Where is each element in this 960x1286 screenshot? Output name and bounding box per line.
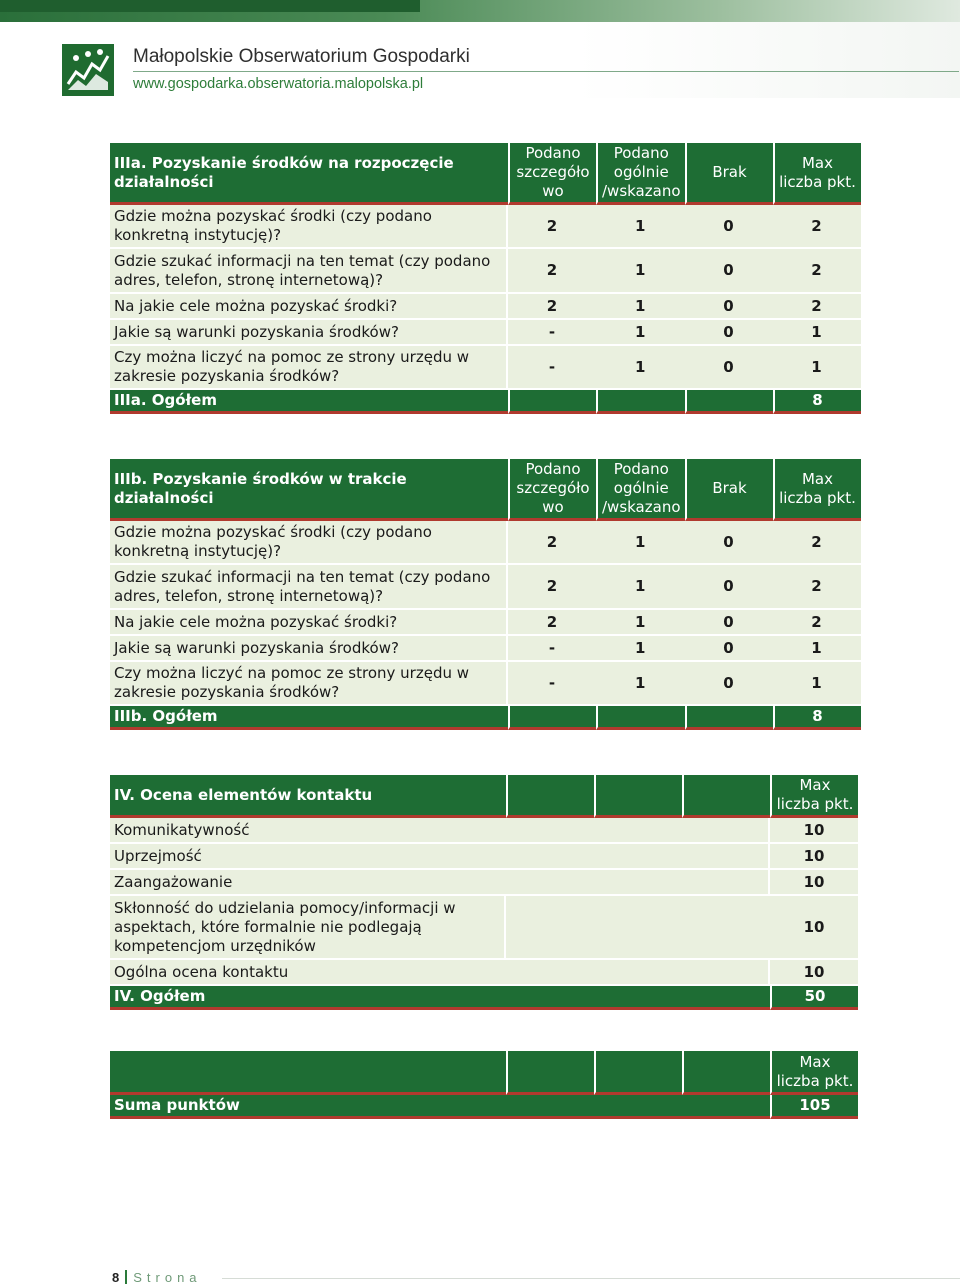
none-value: 0 bbox=[685, 249, 773, 294]
general-value: 1 bbox=[596, 610, 685, 636]
general-value: 1 bbox=[596, 346, 685, 390]
question-text: Czy można liczyć na pomoc ze strony urzędu w zakresie pozyskania środków? bbox=[110, 662, 508, 706]
col-detailed-header: Podano szczegóło wo bbox=[508, 459, 596, 521]
col-max-header: Max liczba pkt. bbox=[773, 143, 861, 205]
col-max-header: Max liczba pkt. bbox=[770, 775, 858, 818]
question-text: Gdzie szukać informacji na ten temat (czy podano adres, telefon, stronę internetową)? bbox=[110, 249, 508, 294]
section-b-header-row bbox=[110, 459, 861, 521]
col-general-header: Podano ogólnie /wskazano bbox=[596, 459, 685, 521]
table-row bbox=[110, 610, 861, 636]
table-row bbox=[110, 521, 861, 565]
general-value: 1 bbox=[596, 249, 685, 294]
table-row bbox=[110, 294, 861, 320]
general-value: 1 bbox=[596, 320, 685, 346]
total-label: IV. Ogółem bbox=[110, 986, 770, 1010]
col-max-header: Max liczba pkt. bbox=[770, 1051, 858, 1095]
table-row bbox=[110, 636, 861, 662]
summary-value: 105 bbox=[770, 1095, 858, 1119]
footer-divider bbox=[125, 1270, 127, 1284]
max-value: 2 bbox=[773, 294, 861, 320]
criterion-text: Ogólna ocena kontaktu bbox=[110, 960, 770, 986]
general-value: 1 bbox=[596, 521, 685, 565]
table-row bbox=[110, 662, 861, 706]
organization-url: www.gospodarka.obserwatoria.malopolska.pl bbox=[133, 76, 424, 92]
section-a-table bbox=[110, 143, 861, 414]
general-value: 1 bbox=[596, 205, 685, 249]
none-value: 0 bbox=[685, 636, 773, 662]
page-label: Strona bbox=[133, 1270, 202, 1285]
chart-logo-icon bbox=[62, 44, 114, 96]
question-text: Gdzie szukać informacji na ten temat (czy podano adres, telefon, stronę internetową)? bbox=[110, 565, 508, 610]
section-a-total-row bbox=[110, 390, 861, 414]
col-general-header: Podano ogólnie /wskazano bbox=[596, 143, 685, 205]
max-value: 2 bbox=[773, 249, 861, 294]
footer-rule bbox=[222, 1278, 960, 1279]
max-value: 1 bbox=[773, 636, 861, 662]
table-row bbox=[110, 565, 861, 610]
question-text: Czy można liczyć na pomoc ze strony urzędu w zakresie pozyskania środków? bbox=[110, 346, 508, 390]
section-iv-title: IV. Ocena elementów kontaktu bbox=[110, 775, 506, 818]
question-text: Jakie są warunki pozyskania środków? bbox=[110, 636, 508, 662]
detailed-value: 2 bbox=[508, 249, 596, 294]
general-value: 1 bbox=[596, 662, 685, 706]
max-value: 2 bbox=[773, 521, 861, 565]
organization-name: Małopolskie Obserwatorium Gospodarki bbox=[133, 46, 470, 67]
criterion-text: Komunikatywność bbox=[110, 818, 770, 844]
total-label: IIIa. Ogółem bbox=[110, 390, 508, 414]
general-value: 1 bbox=[596, 565, 685, 610]
table-row bbox=[110, 320, 861, 346]
detailed-value: 2 bbox=[508, 205, 596, 249]
table-row bbox=[110, 896, 858, 960]
max-value: 2 bbox=[773, 565, 861, 610]
max-value: 10 bbox=[770, 818, 858, 844]
page-number: 8 bbox=[112, 1270, 120, 1285]
table-row bbox=[110, 249, 861, 294]
total-value: 8 bbox=[773, 706, 861, 730]
criterion-text: Skłonność do udzielania pomocy/informacji w aspektach, które formalnie nie podlegają kompetencjom urzędników bbox=[110, 896, 506, 960]
section-b-title: IIIb. Pozyskanie środków w trakcie działalności bbox=[110, 459, 508, 521]
detailed-value: - bbox=[508, 636, 596, 662]
section-a-header-row bbox=[110, 143, 861, 205]
none-value: 0 bbox=[685, 662, 773, 706]
max-value: 10 bbox=[770, 960, 858, 986]
max-value: 10 bbox=[770, 896, 858, 960]
none-value: 0 bbox=[685, 205, 773, 249]
summary-total-row bbox=[110, 1095, 858, 1119]
question-text: Na jakie cele można pozyskać środki? bbox=[110, 294, 508, 320]
col-detailed-header: Podano szczegóło wo bbox=[508, 143, 596, 205]
none-value: 0 bbox=[685, 346, 773, 390]
table-row bbox=[110, 346, 861, 390]
question-text: Gdzie można pozyskać środki (czy podano konkretną instytucję)? bbox=[110, 521, 508, 565]
question-text: Na jakie cele można pozyskać środki? bbox=[110, 610, 508, 636]
table-row bbox=[110, 844, 858, 870]
none-value: 0 bbox=[685, 320, 773, 346]
header-rule bbox=[133, 71, 959, 72]
top-decorative-bar bbox=[0, 0, 960, 22]
max-value: 10 bbox=[770, 870, 858, 896]
col-max-header: Max liczba pkt. bbox=[773, 459, 861, 521]
section-b-table bbox=[110, 459, 861, 730]
total-value: 8 bbox=[773, 390, 861, 414]
detailed-value: 2 bbox=[508, 294, 596, 320]
max-value: 10 bbox=[770, 844, 858, 870]
max-value: 1 bbox=[773, 662, 861, 706]
section-b-total-row bbox=[110, 706, 861, 730]
summary-header-row bbox=[110, 1051, 858, 1095]
max-value: 2 bbox=[773, 205, 861, 249]
col-none-header: Brak bbox=[685, 143, 773, 205]
table-row bbox=[110, 205, 861, 249]
total-value: 50 bbox=[770, 986, 858, 1010]
col-none-header: Brak bbox=[685, 459, 773, 521]
section-a-title: IIIa. Pozyskanie środków na rozpoczęcie działalności bbox=[110, 143, 508, 205]
none-value: 0 bbox=[685, 521, 773, 565]
none-value: 0 bbox=[685, 294, 773, 320]
section-iv-table bbox=[110, 775, 858, 1010]
detailed-value: - bbox=[508, 662, 596, 706]
max-value: 1 bbox=[773, 346, 861, 390]
detailed-value: 2 bbox=[508, 521, 596, 565]
question-text: Jakie są warunki pozyskania środków? bbox=[110, 320, 508, 346]
total-label: IIIb. Ogółem bbox=[110, 706, 508, 730]
general-value: 1 bbox=[596, 294, 685, 320]
criterion-text: Zaangażowanie bbox=[110, 870, 770, 896]
summary-label: Suma punktów bbox=[110, 1095, 770, 1119]
detailed-value: - bbox=[508, 346, 596, 390]
table-row bbox=[110, 960, 858, 986]
section-iv-total-row bbox=[110, 986, 858, 1010]
none-value: 0 bbox=[685, 565, 773, 610]
general-value: 1 bbox=[596, 636, 685, 662]
max-value: 2 bbox=[773, 610, 861, 636]
table-row bbox=[110, 818, 858, 844]
summary-table bbox=[110, 1051, 858, 1119]
detailed-value: 2 bbox=[508, 565, 596, 610]
none-value: 0 bbox=[685, 610, 773, 636]
detailed-value: 2 bbox=[508, 610, 596, 636]
detailed-value: - bbox=[508, 320, 596, 346]
max-value: 1 bbox=[773, 320, 861, 346]
page-footer bbox=[112, 1270, 202, 1285]
section-iv-header-row bbox=[110, 775, 858, 818]
question-text: Gdzie można pozyskać środki (czy podano konkretną instytucję)? bbox=[110, 205, 508, 249]
criterion-text: Uprzejmość bbox=[110, 844, 770, 870]
table-row bbox=[110, 870, 858, 896]
